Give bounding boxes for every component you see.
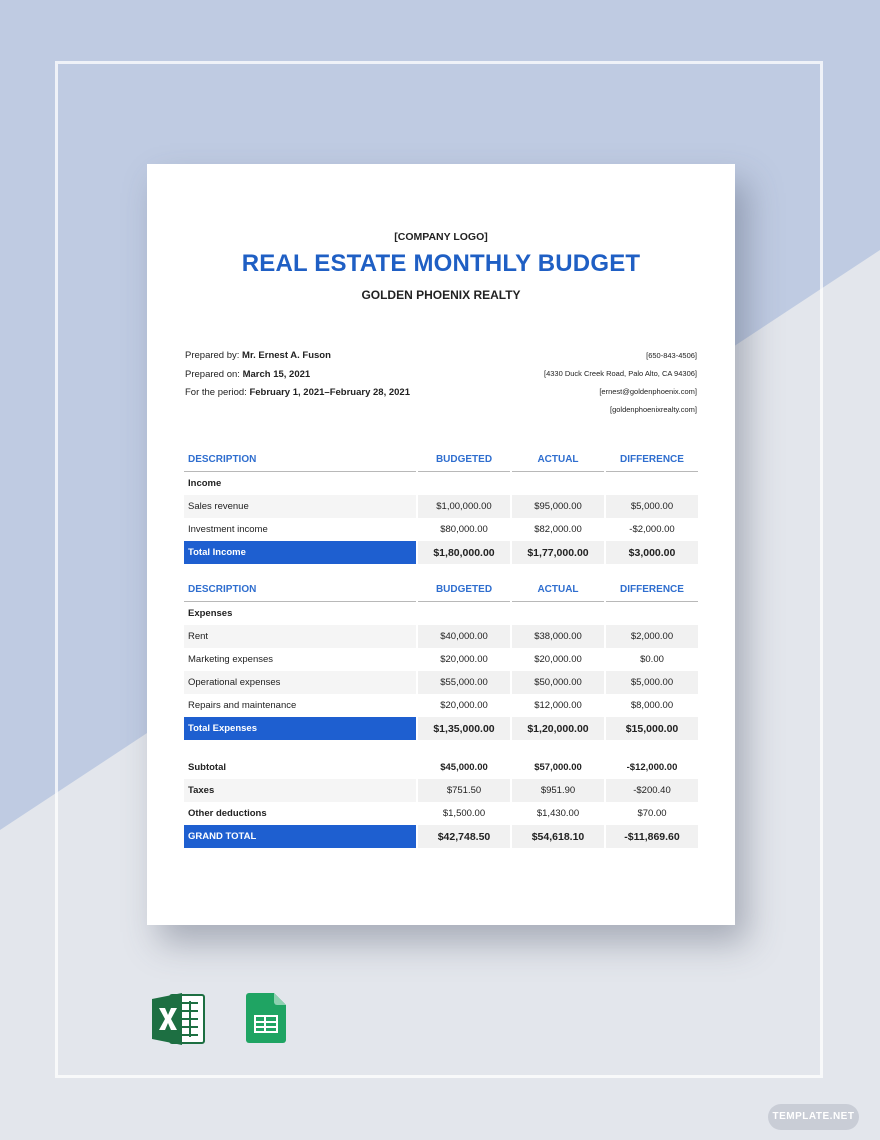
period-value: February 1, 2021–February 28, 2021 — [249, 387, 410, 398]
budgeted-cell: $55,000.00 — [418, 671, 510, 694]
difference-cell: $2,000.00 — [606, 625, 698, 648]
budgeted-cell: $40,000.00 — [418, 625, 510, 648]
period-label: For the period: — [185, 387, 247, 398]
row-label: Investment income — [188, 524, 268, 535]
row-label: Subtotal — [188, 762, 226, 773]
column-header-actual: ACTUAL — [512, 578, 604, 602]
actual-cell: $20,000.00 — [534, 654, 582, 665]
table-row — [184, 779, 698, 802]
row-label: Taxes — [184, 779, 416, 802]
section-row — [184, 602, 698, 625]
google-sheets-icon[interactable] — [246, 993, 286, 1043]
column-header-description: DESCRIPTION — [184, 578, 416, 602]
column-header-difference: DIFFERENCE — [606, 448, 698, 472]
template-net-watermark: TEMPLATE.NET — [768, 1104, 859, 1130]
budgeted-cell: $751.50 — [418, 779, 510, 802]
grand-total-budgeted-cell: $42,748.50 — [418, 825, 510, 848]
prepared-on-value: March 15, 2021 — [242, 368, 311, 380]
budgeted-cell: $1,00,000.00 — [418, 495, 510, 518]
grand-total-row — [184, 825, 698, 848]
expenses-table — [182, 578, 700, 740]
table-header-row — [184, 578, 698, 602]
table-row — [184, 518, 698, 541]
contact-address: [4330 Duck Creek Road, Palo Alto, CA 94306] — [543, 369, 697, 378]
prepared-by-line — [185, 350, 410, 369]
company-logo-placeholder: [COMPANY LOGO] — [394, 231, 488, 243]
contact-website: [goldenphoenixrealty.com] — [610, 405, 697, 414]
row-label: Marketing expenses — [188, 654, 274, 665]
budgeted-cell: $80,000.00 — [440, 524, 488, 535]
total-actual-cell: $1,77,000.00 — [512, 541, 604, 564]
section-label: Expenses — [188, 608, 233, 619]
table-row — [184, 694, 698, 717]
table-header-row — [184, 448, 698, 472]
column-header-difference: DIFFERENCE — [606, 578, 698, 602]
row-label: Repairs and maintenance — [188, 700, 297, 711]
budgeted-cell: $20,000.00 — [440, 700, 488, 711]
actual-cell: $95,000.00 — [512, 495, 604, 518]
row-label: Other deductions — [188, 808, 267, 819]
difference-cell: $0.00 — [640, 654, 664, 665]
contact-phone: [650-843-4506] — [646, 351, 697, 360]
difference-cell: $8,000.00 — [630, 700, 674, 711]
table-row — [184, 756, 698, 779]
budgeted-cell: $20,000.00 — [440, 654, 488, 665]
actual-cell: $82,000.00 — [534, 524, 582, 535]
table-row — [184, 625, 698, 648]
actual-cell: $57,000.00 — [534, 762, 582, 773]
prepared-on-label: Prepared on: — [185, 368, 240, 380]
grand-total-difference-cell: -$11,869.60 — [606, 825, 698, 848]
actual-cell: $38,000.00 — [512, 625, 604, 648]
row-label: Operational expenses — [184, 671, 416, 694]
budgeted-cell: $45,000.00 — [440, 762, 488, 773]
prepared-by-value: Mr. Ernest A. Fuson — [242, 350, 331, 361]
difference-cell: $5,000.00 — [606, 671, 698, 694]
row-label: Rent — [184, 625, 416, 648]
total-actual-cell: $1,20,000.00 — [512, 717, 604, 740]
total-difference-cell: $3,000.00 — [606, 541, 698, 564]
table-row — [184, 648, 698, 671]
total-budgeted-cell: $1,35,000.00 — [418, 717, 510, 740]
total-row — [184, 717, 698, 740]
actual-cell: $951.90 — [512, 779, 604, 802]
total-difference-cell: $15,000.00 — [606, 717, 698, 740]
summary-table — [182, 756, 700, 848]
actual-cell: $50,000.00 — [512, 671, 604, 694]
difference-cell: -$2,000.00 — [629, 524, 675, 535]
total-row — [184, 541, 698, 564]
contact-email: [ernest@goldenphoenix.com] — [599, 387, 697, 396]
contact-info — [544, 350, 697, 422]
document-page — [147, 164, 735, 925]
table-row — [184, 495, 698, 518]
prepared-by-label: Prepared by: — [185, 350, 240, 361]
table-row — [184, 802, 698, 825]
difference-cell: -$12,000.00 — [626, 762, 678, 773]
table-row — [184, 671, 698, 694]
total-label: Total Expenses — [184, 717, 416, 740]
income-table — [182, 448, 700, 564]
document-title: REAL ESTATE MONTHLY BUDGET — [241, 250, 641, 277]
column-header-budgeted: BUDGETED — [418, 578, 510, 602]
difference-cell: $70.00 — [637, 808, 667, 819]
actual-cell: $1,430.00 — [536, 808, 580, 819]
prepared-info — [185, 350, 410, 406]
difference-cell: $5,000.00 — [606, 495, 698, 518]
column-header-actual: ACTUAL — [512, 448, 604, 472]
excel-icon[interactable] — [152, 993, 206, 1045]
difference-cell: -$200.40 — [606, 779, 698, 802]
column-header-description: DESCRIPTION — [184, 448, 416, 472]
section-label: Income — [188, 478, 222, 489]
grand-total-actual-cell: $54,618.10 — [512, 825, 604, 848]
actual-cell: $12,000.00 — [534, 700, 582, 711]
grand-total-label: GRAND TOTAL — [184, 825, 416, 848]
section-row — [184, 472, 698, 495]
column-header-budgeted: BUDGETED — [418, 448, 510, 472]
total-budgeted-cell: $1,80,000.00 — [418, 541, 510, 564]
row-label: Sales revenue — [184, 495, 416, 518]
company-name: GOLDEN PHOENIX REALTY — [361, 288, 521, 302]
total-label: Total Income — [184, 541, 416, 564]
prepared-on-line — [185, 369, 410, 388]
period-line — [185, 387, 410, 406]
budgeted-cell: $1,500.00 — [442, 808, 486, 819]
